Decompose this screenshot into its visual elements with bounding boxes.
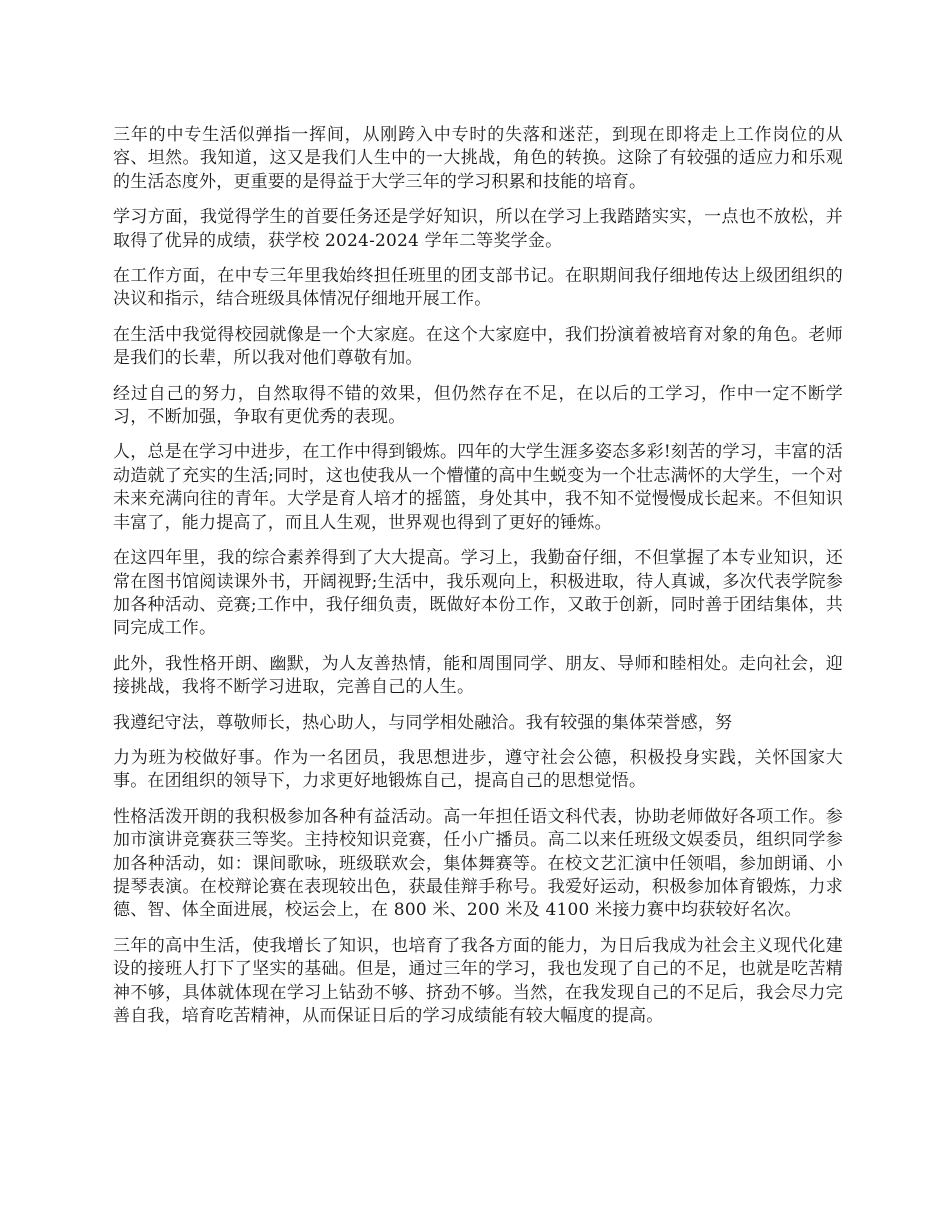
paragraph: 性格活泼开朗的我积极参加各种有益活动。高一年担任语文科代表，协助老师做好各项工作。参加市演讲竞赛获三等奖。主持校知识竞赛，任小广播员。高二以来任班级文娱委员，组织同学参加各种活动，如：课间歌咏，班级联欢会，集体舞赛等。在校文艺汇演中任领唱，参加朗诵、小提琴表演。在校辩论赛在表现较出色，获最佳辩手称号。我爱好运动，积极参加体育锻炼，力求德、智、体全面进展，校运会上，在 800 米、200 米及 4100 米接力赛中均获较好名次。: [113, 806, 843, 921]
paragraph: 我遵纪守法，尊敬师长，热心助人，与同学相处融洽。我有较强的集体荣誉感，努: [113, 712, 733, 733]
paragraph: 在工作方面，在中专三年里我始终担任班里的团支部书记。在职期间我仔细地传达上级团组织的决议和指示，结合班级具体情况仔细地开展工作。: [113, 266, 843, 310]
document-body: [113, 124, 843, 1040]
paragraph: 在生活中我觉得校园就像是一个大家庭。在这个大家庭中，我们扮演着被培育对象的角色。老师是我们的长辈，所以我对他们尊敬有加。: [113, 324, 843, 369]
paragraph: 人，总是在学习中进步，在工作中得到锻炼。四年的大学生涯多姿态多彩!刻苦的学习，丰富的活动造就了充实的生活;同时，这也使我从一个懵懂的高中生蜕变为一个壮志满怀的大学生，一个对未来充满向往的青年。大学是育人培才的摇篮，身处其中，我不知不觉慢慢成长起来。不但知识丰富了，能力提高了，而且人生观，世界观也得到了更好的锤炼。: [113, 442, 843, 533]
paragraph: 三年的高中生活，使我增长了知识，也培育了我各方面的能力，为日后我成为社会主义现代化建设的接班人打下了坚实的基础。但是，通过三年的学习，我也发现了自己的不足，也就是吃苦精神不够，具体就体现在学习上钻劲不够、挤劲不够。当然，在我发现自己的不足后，我会尽力完善自我，培育吃苦精神，从而保证日后的学习成绩能有较大幅度的提高。: [113, 935, 843, 1026]
paragraph: 三年的中专生活似弹指一挥间，从刚跨入中专时的失落和迷茫，到现在即将走上工作岗位的从容、坦然。我知道，这又是我们人生中的一大挑战，角色的转换。这除了有较强的适应力和乐观的生活态度外，更重要的是得益于大学三年的学习积累和技能的培育。: [113, 125, 843, 192]
paragraph: 力为班为校做好事。作为一名团员，我思想进步，遵守社会公德，积极投身实践，关怀国家大事。在团组织的领导下，力求更好地锻炼自己，提高自己的思想觉悟。: [113, 747, 843, 792]
paragraph: 在这四年里，我的综合素养得到了大大提高。学习上，我勤奋仔细，不但掌握了本专业知识，还常在图书馆阅读课外书，开阔视野;生活中，我乐观向上，积极进取，待人真诚，多次代表学院参加各种活动、竞赛;工作中，我仔细负责，既做好本份工作，又敢于创新，同时善于团结集体，共同完成工作。: [113, 548, 843, 639]
paragraph: 此外，我性格开朗、幽默，为人友善热情，能和周围同学、朋友、导师和睦相处。走向社会，迎接挑战，我将不断学习进取，完善自己的人生。: [113, 653, 843, 698]
paragraph: 经过自己的努力，自然取得不错的效果，但仍然存在不足，在以后的工学习，作中一定不断学习，不断加强，争取有更优秀的表现。: [113, 383, 843, 428]
paragraph: 学习方面，我觉得学生的首要任务还是学好知识，所以在学习上我踏踏实实，一点也不放松，并取得了优异的成绩，获学校 2024-2024 学年二等奖学金。: [113, 207, 843, 251]
